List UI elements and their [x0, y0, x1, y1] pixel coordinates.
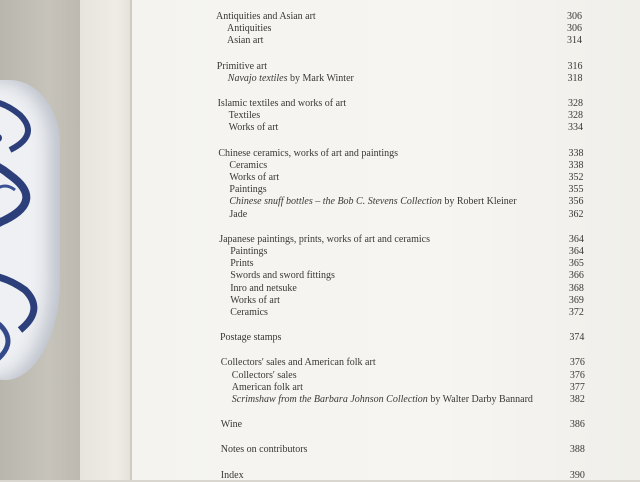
entry-text: Prints — [230, 258, 254, 270]
page-gutter — [80, 0, 132, 480]
entry-text: Ceramics — [230, 307, 268, 318]
toc-list-item — [230, 307, 268, 319]
toc-list-item — [230, 246, 267, 258]
item-page-number: 369 — [568, 294, 584, 306]
section-title — [218, 148, 398, 160]
section-page-number: 364 — [568, 233, 584, 245]
entry-text: American folk art — [231, 381, 303, 393]
italic-title: Scrimshaw from the Barbara Johnson Collection — [231, 394, 428, 405]
entry-text: Ceramics — [229, 159, 268, 171]
section-page-number: 316 — [567, 60, 583, 72]
section-page-number: 338 — [568, 147, 584, 159]
item-page-number: 382 — [569, 394, 585, 405]
entry-text: by Mark Winter — [287, 72, 354, 84]
item-page-number: 314 — [567, 35, 582, 47]
photo-page — [0, 0, 80, 480]
entry-text: Inro and netsuke — [230, 282, 297, 294]
toc-list-item — [229, 160, 267, 172]
item-page-number: 355 — [568, 184, 584, 196]
entry-text: Index — [220, 469, 244, 481]
toc-list-item — [229, 122, 279, 134]
item-page-number: 306 — [567, 23, 582, 35]
item-page-number: 366 — [568, 270, 584, 282]
entry-text: Postage stamps — [220, 332, 282, 344]
item-page-number: 372 — [568, 307, 584, 318]
entry-text: Paintings — [229, 184, 267, 196]
section-page-number: 390 — [569, 469, 585, 481]
entry-text: Antiquities and Asian art — [216, 11, 316, 22]
toc-list-item — [230, 295, 280, 307]
entry-text: Collectors' sales — [231, 369, 297, 381]
section-title — [220, 332, 281, 344]
entry-text: Jade — [229, 208, 248, 220]
toc-list-item — [230, 270, 335, 282]
entry-text: by Robert Kleiner — [441, 196, 517, 208]
section-page-number: 374 — [569, 332, 585, 344]
toc-list-item — [228, 73, 354, 85]
toc-list-item — [227, 35, 263, 47]
item-page-number: 352 — [568, 172, 584, 183]
toc-list-item — [227, 23, 271, 35]
section-title — [221, 444, 308, 456]
dragon-pattern-icon — [0, 80, 60, 380]
toc-list-item — [229, 196, 516, 208]
entry-text: Chinese ceramics, works of art and paintings — [218, 147, 399, 159]
section-title — [216, 11, 316, 23]
entry-text: Notes on contributors — [220, 444, 308, 456]
section-page-number: 376 — [569, 357, 585, 369]
item-page-number: 368 — [568, 282, 584, 294]
section-page-number: 328 — [567, 98, 583, 109]
section-title — [221, 357, 376, 369]
entry-text: Asian art — [227, 35, 264, 47]
toc-list-item — [230, 258, 253, 270]
item-page-number: 356 — [568, 196, 584, 208]
toc-list-item — [232, 370, 297, 382]
section-title — [217, 61, 267, 73]
item-page-number: 362 — [568, 208, 584, 220]
item-page-number: 377 — [569, 381, 585, 393]
entry-text: Japanese paintings, prints, works of art and ceramics — [219, 233, 430, 245]
toc-list-item — [229, 209, 247, 221]
italic-title: Chinese snuff bottles – the Bob C. Stevens Collection — [229, 196, 442, 208]
item-page-number: 365 — [568, 258, 584, 270]
entry-text: Works of art — [228, 122, 279, 134]
entry-text: Swords and sword fittings — [230, 270, 335, 282]
item-page-number: 364 — [568, 246, 584, 257]
entry-text: Works of art — [230, 294, 280, 306]
entry-text: Works of art — [229, 172, 280, 183]
item-page-number: 334 — [567, 122, 583, 134]
entry-text: Collectors' sales and American folk art — [220, 357, 376, 369]
italic-title: Navajo textiles — [227, 72, 288, 84]
toc-list-item — [229, 172, 279, 184]
entry-text: Islamic textiles and works of art — [217, 98, 347, 109]
entry-text: Primitive art — [216, 60, 268, 72]
section-title — [218, 98, 347, 110]
toc-list-item — [230, 283, 297, 295]
item-page-number: 338 — [568, 159, 584, 171]
toc-list-item — [232, 394, 533, 406]
entry-text: by Walter Darby Bannard — [427, 394, 533, 405]
section-page-number: 306 — [567, 11, 582, 22]
porcelain-vase-image — [0, 80, 60, 380]
entry-text: Textiles — [228, 110, 261, 122]
section-title — [221, 419, 242, 431]
toc-list-item — [232, 382, 303, 394]
entry-text: Wine — [220, 419, 243, 431]
section-title — [219, 234, 430, 246]
item-page-number: 328 — [567, 110, 583, 122]
entry-text: Paintings — [230, 246, 268, 257]
section-page-number: 386 — [569, 419, 585, 431]
contents-page — [132, 0, 640, 480]
entry-text: Antiquities — [227, 23, 272, 35]
toc-list-item — [229, 184, 266, 196]
item-page-number: 376 — [569, 369, 585, 381]
section-page-number: 388 — [569, 444, 585, 456]
toc-list-item — [229, 110, 261, 122]
item-page-number: 318 — [567, 72, 583, 84]
